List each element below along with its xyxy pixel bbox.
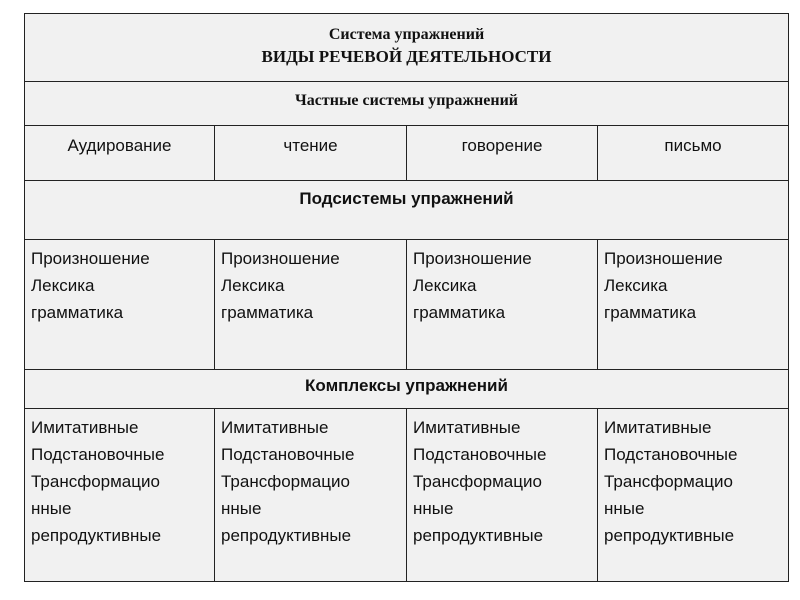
activity-cell-reading xyxy=(215,126,407,181)
cell-line: Трансформацио xyxy=(221,472,350,491)
cell-line: репродуктивные xyxy=(31,526,162,545)
cell-line: Трансформацио xyxy=(413,472,542,491)
cell-line: репродуктивные xyxy=(413,526,544,545)
cell-line: нные xyxy=(221,499,262,518)
cell-line: Имитативные xyxy=(604,418,712,437)
activity-cell-writing xyxy=(598,126,789,181)
complexes-row xyxy=(25,409,789,582)
complex-cell xyxy=(25,409,215,582)
complexes-heading-cell xyxy=(25,370,789,409)
cell-line: Лексика xyxy=(31,276,95,295)
subtitle-text: Частные системы упражнений xyxy=(295,92,518,109)
subsystem-cell xyxy=(598,240,789,370)
cell-line: репродуктивные xyxy=(604,526,735,545)
activity-cell-speaking xyxy=(407,126,598,181)
cell-line: Подстановочные xyxy=(221,445,355,464)
activities-row xyxy=(25,126,789,181)
subsystems-heading-row xyxy=(25,181,789,240)
exercise-system-table xyxy=(24,13,789,582)
cell-line: Произношение xyxy=(31,249,150,268)
cell-line: Произношение xyxy=(221,249,340,268)
subsystem-cell xyxy=(25,240,215,370)
subtitle-row xyxy=(25,82,789,126)
cell-line: Имитативные xyxy=(31,418,139,437)
cell-line: грамматика xyxy=(31,303,124,322)
subtitle-cell xyxy=(25,82,789,126)
cell-line: репродуктивные xyxy=(221,526,352,545)
activity-label: письмо xyxy=(664,136,722,155)
cell-line: Лексика xyxy=(221,276,285,295)
cell-line: нные xyxy=(604,499,645,518)
cell-line: грамматика xyxy=(221,303,314,322)
table-title-caps: ВИДЫ РЕЧЕВОЙ ДЕЯТЕЛЬНОСТИ xyxy=(261,47,552,66)
cell-line: Трансформацио xyxy=(31,472,160,491)
table-title: Система упражнений xyxy=(328,26,485,43)
cell-line: Имитативные xyxy=(413,418,521,437)
title-cell xyxy=(25,14,789,82)
cell-line: нные xyxy=(31,499,72,518)
cell-line: Произношение xyxy=(413,249,532,268)
cell-line: Подстановочные xyxy=(413,445,547,464)
cell-line: Произношение xyxy=(604,249,723,268)
cell-line: Подстановочные xyxy=(604,445,738,464)
subsystems-heading: Подсистемы упражнений xyxy=(299,189,514,208)
cell-line: грамматика xyxy=(604,303,697,322)
cell-line: грамматика xyxy=(413,303,506,322)
complex-cell xyxy=(598,409,789,582)
subsystem-cell xyxy=(215,240,407,370)
subsystem-cell xyxy=(407,240,598,370)
complex-cell xyxy=(407,409,598,582)
cell-line: Имитативные xyxy=(221,418,329,437)
subsystems-heading-cell xyxy=(25,181,789,240)
activity-label: говорение xyxy=(461,136,543,155)
title-row xyxy=(25,14,789,82)
cell-line: Лексика xyxy=(604,276,668,295)
activity-label: Аудирование xyxy=(67,136,172,155)
activity-cell-listening xyxy=(25,126,215,181)
complexes-heading: Комплексы упражнений xyxy=(305,376,508,395)
cell-line: Подстановочные xyxy=(31,445,165,464)
activity-label: чтение xyxy=(283,136,338,155)
cell-line: Лексика xyxy=(413,276,477,295)
complexes-heading-row xyxy=(25,370,789,409)
complex-cell xyxy=(215,409,407,582)
subsystems-row xyxy=(25,240,789,370)
cell-line: нные xyxy=(413,499,454,518)
cell-line: Трансформацио xyxy=(604,472,733,491)
